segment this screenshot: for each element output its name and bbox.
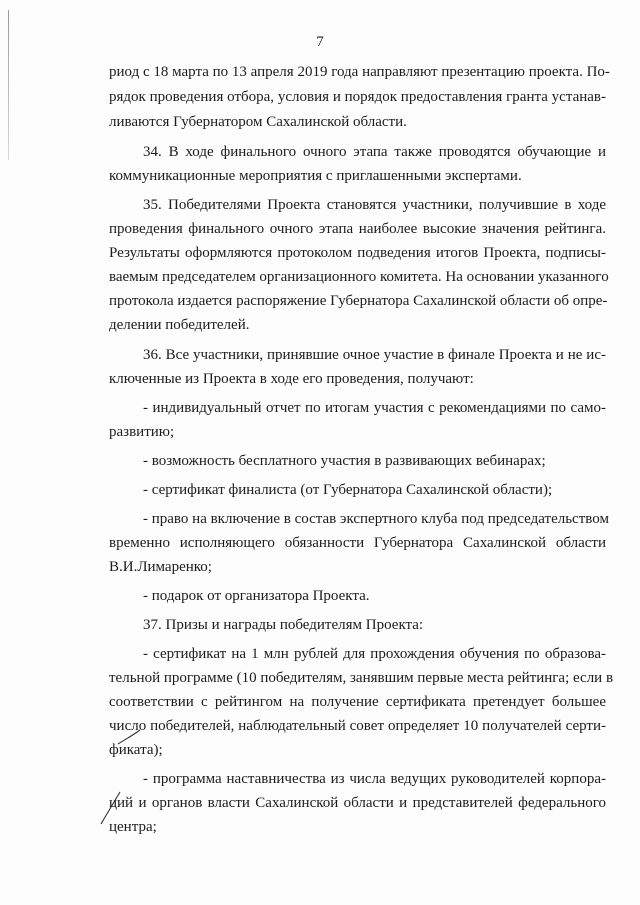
text-line: временно исполняющего обязанности Губернатора Сахалинской области bbox=[109, 535, 606, 551]
text-line: - подарок от организатора Проекта. bbox=[143, 588, 370, 604]
text-line: 35. Победителями Проекта становятся участники, получившие в ходе bbox=[143, 197, 606, 213]
text-line: тельной программе (10 победителям, занявшим первые места рейтинга; если в bbox=[109, 670, 614, 686]
text-line: - возможность бесплатного участия в развивающих вебинарах; bbox=[143, 453, 546, 469]
text-line: центра; bbox=[109, 819, 157, 835]
text-line: развитию; bbox=[109, 424, 175, 440]
text-line: Результаты оформляются протоколом подведения итогов Проекта, подписы- bbox=[109, 245, 606, 261]
text-line: соответствии с рейтингом на получение сертификата претендует большее bbox=[109, 694, 606, 710]
text-line: ваемым председателем организационного комитета. На основании указанного bbox=[109, 269, 609, 285]
text-line: ливаются Губернатором Сахалинской области. bbox=[109, 114, 407, 130]
text-line: 34. В ходе финального очного этапа также проводятся обучающие и bbox=[143, 144, 606, 160]
text-line: делении победителей. bbox=[109, 317, 250, 333]
text-line: протокола издается распоряжение Губернатора Сахалинской области об опре- bbox=[109, 293, 608, 309]
text-line: риод с 18 марта по 13 апреля 2019 года направляют презентацию проекта. По- bbox=[109, 64, 610, 80]
text-line: ключенные из Проекта в ходе его проведения, получают: bbox=[109, 371, 474, 387]
text-line: 37. Призы и награды победителям Проекта: bbox=[143, 617, 424, 633]
page-number: 7 bbox=[316, 34, 324, 50]
text-line: - программа наставничества из числа ведущих руководителей корпора- bbox=[143, 771, 606, 787]
pen-mark-slash bbox=[98, 790, 124, 826]
text-line: 36. Все участники, принявшие очное участие в финале Проекта и не ис- bbox=[143, 347, 606, 363]
text-line: проведения финального очного этапа наиболее высокие значения рейтинга. bbox=[109, 221, 606, 237]
text-line: В.И.Лимаренко; bbox=[109, 559, 212, 575]
text-line: - право на включение в состав экспертного клуба под председательством bbox=[143, 511, 609, 527]
text-line: рядок проведения отбора, условия и порядок предоставления гранта устанав- bbox=[109, 89, 606, 105]
pen-mark-tick bbox=[116, 728, 142, 748]
text-line: число победителей, наблюдательный совет определяет 10 получателей серти- bbox=[109, 718, 606, 734]
text-line: фиката); bbox=[109, 742, 163, 758]
scan-edge-line bbox=[8, 10, 9, 160]
text-line: - сертификат финалиста (от Губернатора Сахалинской области); bbox=[143, 482, 553, 498]
text-line: ций и органов власти Сахалинской области и представителей федерального bbox=[109, 795, 606, 811]
text-line: коммуникационные мероприятия с приглашенными экспертами. bbox=[109, 168, 522, 184]
text-line: - индивидуальный отчет по итогам участия с рекомендациями по само- bbox=[143, 400, 606, 416]
text-line: - сертификат на 1 млн рублей для прохождения обучения по образова- bbox=[143, 646, 606, 662]
